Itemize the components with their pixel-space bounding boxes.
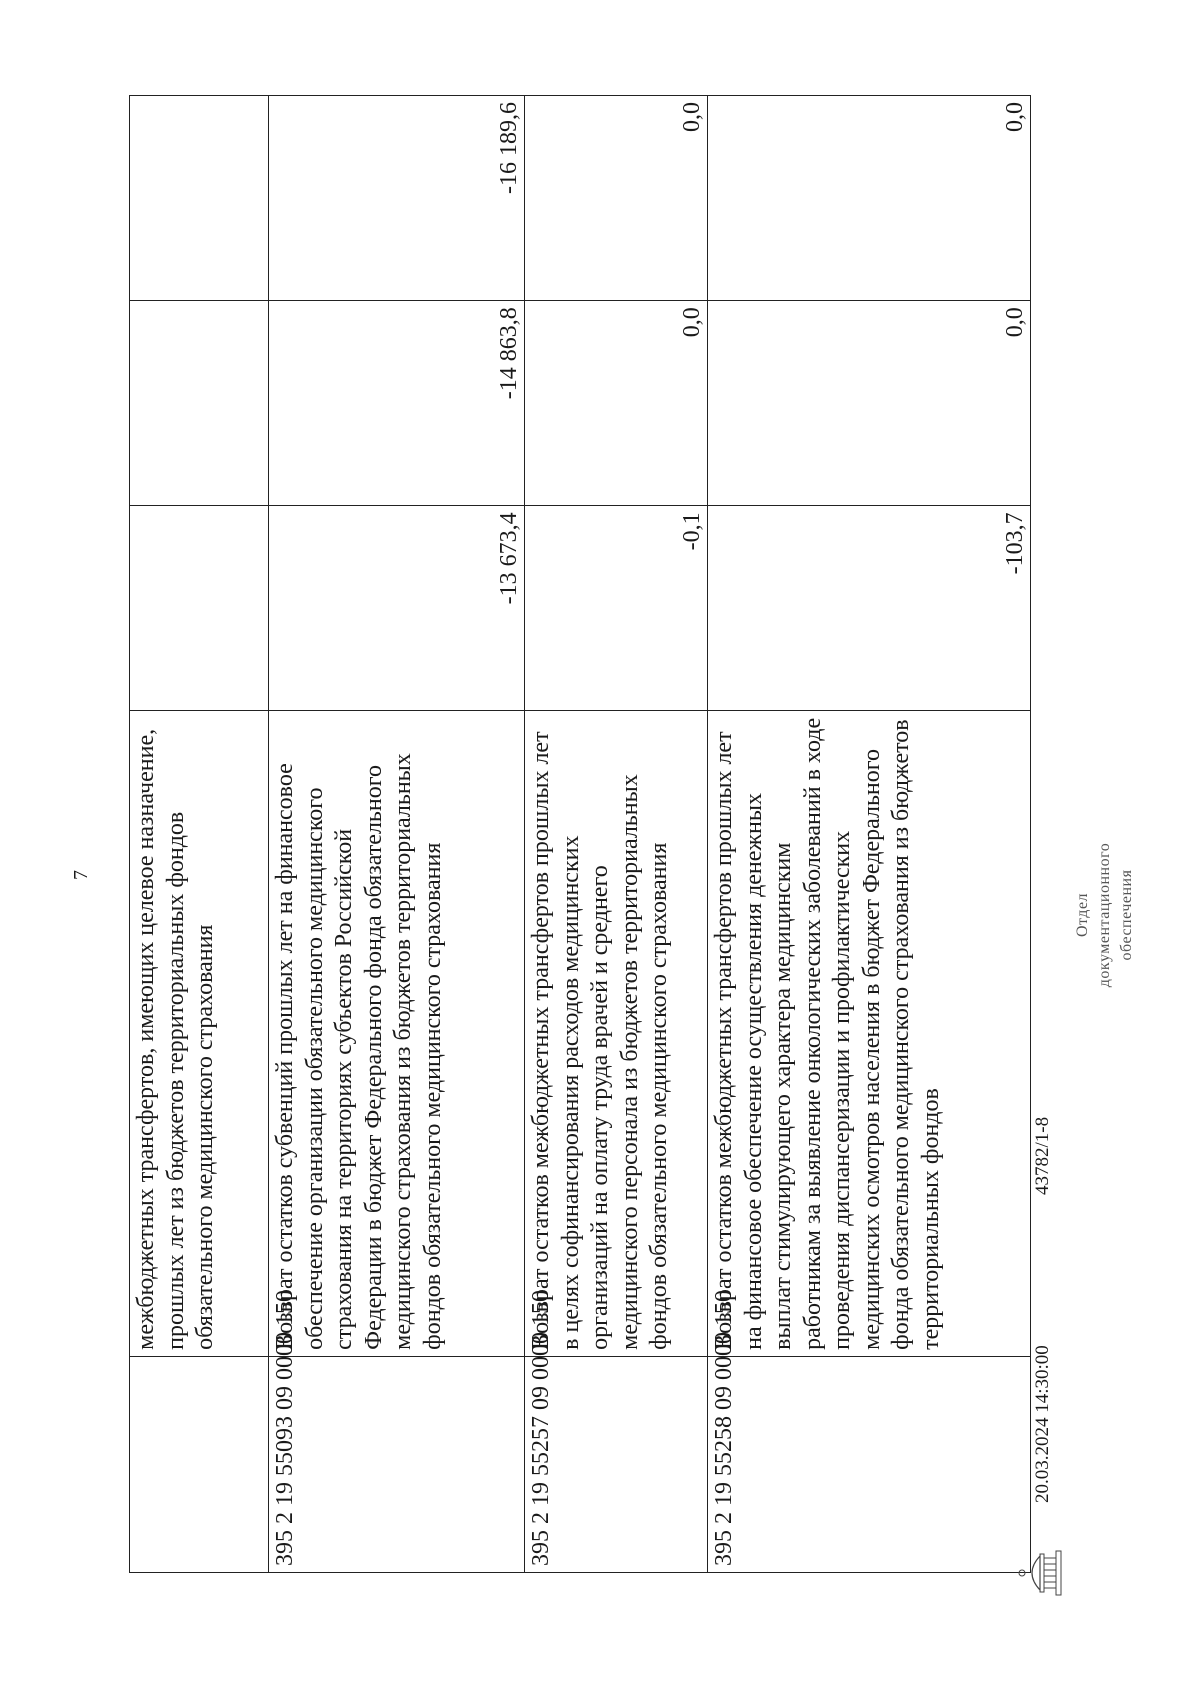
value-year-2: -14 863,8: [269, 301, 525, 506]
table-row: [708, 96, 1031, 1573]
income-name: Возврат остатков межбюджетных трансфертов прошлых лет на финансовое обеспечение осуществления денежных выплат стимулирующего характера медицинским работникам за выявление онкологических заболеваний в ходе проведения диспансеризации и профилактических медицинских осмотров населения в бюджет Федерального фонда обязательного медицинского страхования из бюджетов территориальных фондов: [708, 711, 1031, 1356]
income-name: межбюджетных трансфертов, имеющих целевое назначение, прошлых лет из бюджетов территориальных фондов обязательного медицинского страхования: [130, 711, 269, 1356]
value-year-3: 0,0: [708, 96, 1031, 301]
table-row: [130, 96, 269, 1573]
budget-code: 395 2 19 55257 09 0000 150: [525, 1356, 708, 1572]
value-year-2: 0,0: [708, 301, 1031, 506]
value-year-3: [130, 96, 269, 301]
value-year-3: -16 189,6: [269, 96, 525, 301]
page-number: 7: [70, 870, 92, 880]
budget-code: 395 2 19 55093 09 0000 150: [269, 1356, 525, 1572]
budget-code: 395 2 19 55258 09 0000 150: [708, 1356, 1031, 1572]
registration-date: 20.03.2024 14:30:00: [1032, 1345, 1053, 1503]
income-name: Возврат остатков межбюджетных трансфертов прошлых лет в целях софинансирования расходов медицинских организаций на оплату труда врачей и среднего медицинского персонала из бюджетов территориальных фондов обязательного медицинского страхования: [525, 711, 708, 1356]
budget-table: [129, 95, 1031, 1573]
budget-code: [130, 1356, 269, 1572]
state-duma-logo: [1016, 1545, 1066, 1600]
value-year-1: [130, 506, 269, 711]
table-row: [525, 96, 708, 1573]
income-name: Возврат остатков субвенций прошлых лет на финансовое обеспечение организации обязательного медицинского страхования на территориях субъектов Российской Федерации в бюджет Федерального фонда обязательного медицинского страхования из бюджетов территориальных фондов обязательного медицинского страхования: [269, 711, 525, 1356]
department-stamp: Отдел документационного обеспечения: [1074, 842, 1135, 988]
value-year-2: 0,0: [525, 301, 708, 506]
table-row: [269, 96, 525, 1573]
value-year-1: -103,7: [708, 506, 1031, 711]
value-year-3: 0,0: [525, 96, 708, 301]
document-number: 43782/1-8: [1032, 1116, 1053, 1195]
value-year-1: -13 673,4: [269, 506, 525, 711]
value-year-1: -0,1: [525, 506, 708, 711]
value-year-2: [130, 301, 269, 506]
